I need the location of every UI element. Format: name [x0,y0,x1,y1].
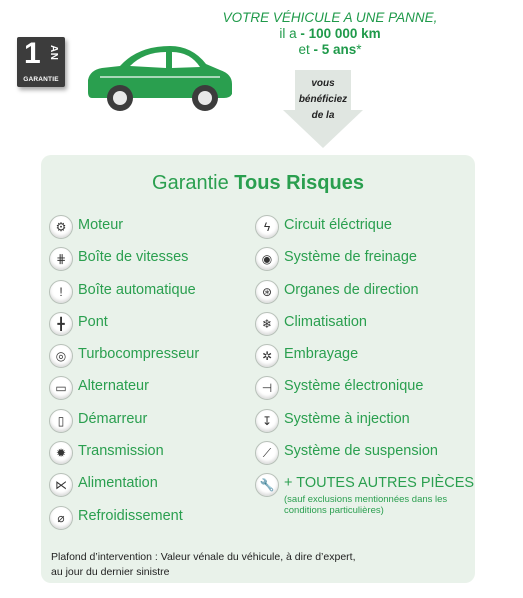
axle-icon: ╋ [49,312,73,336]
headline-age: - 5 ans [313,42,357,57]
coverage-label: Climatisation [284,313,367,330]
starter-icon: ▯ [49,409,73,433]
coverage-label: Démarreur [78,410,148,427]
footer-line2: au jour du dernier sinistre [51,566,170,578]
headline-line1: VOTRE VÉHICULE A UNE PANNE, [222,10,438,25]
coverage-label: Embrayage [284,346,359,363]
headline-line2 [200,26,460,42]
coverage-label: Turbocompresseur [78,346,200,363]
coverage-label: Moteur [78,217,124,233]
cooling-icon: ⌀ [49,506,73,530]
headline-line3-prefix: et [298,42,314,57]
snowflake-icon: ❄ [255,312,279,336]
transmission-icon: ✹ [49,441,73,465]
electronic-circuit-icon: ⊣ [255,376,279,400]
coverage-label: Organes de direction [284,281,419,298]
wrench-icon: 🔧 [255,473,279,497]
headline-asterisk: * [356,42,362,57]
headline [200,10,460,58]
headline-line2-prefix: il a [279,26,301,41]
injector-icon: ↧ [255,409,279,433]
footer-line1: Plafond d’intervention : Valeur vénale du véhicule, à dire d’expert, [51,551,356,563]
coverage-label: Système électronique [284,378,424,395]
arrow-text [283,76,363,124]
coverage-note: (sauf exclusions mentionnées dans les conditions particulières) [284,494,448,517]
gearbox-icon: ⋕ [49,247,73,271]
title-prefix: Garantie [152,172,235,194]
arrow-text-line2: bénéficiez [298,94,348,105]
coverage-label: Pont [78,313,108,330]
coverage-label: Alternateur [78,378,149,395]
badge-number: 1 [24,37,41,70]
arrow-text-line1: vous [311,78,335,89]
warranty-badge [17,37,65,87]
coverage-label: Système de freinage [284,249,417,266]
coverage-label: Système de suspension [284,443,438,460]
coverage-label: Refroidissement [78,507,183,524]
coverage-panel [41,155,475,583]
headline-mileage: - 100 000 km [300,26,381,41]
coverage-label: Transmission [78,443,164,460]
coverage-label: Circuit éléctrique [284,217,392,233]
coverage-title [41,172,475,195]
alternator-icon: ▭ [49,376,73,400]
title-bold: Tous Risques [234,172,364,194]
automatic-gearbox-icon: ! [49,280,73,304]
suspension-icon: ⟋ [255,441,279,465]
coverage-label: Boîte de vitesses [78,249,189,266]
badge-label: GARANTIE [23,76,59,83]
coverage-footer [51,550,461,580]
badge-unit: AN [48,45,59,61]
fuel-supply-icon: ⋉ [49,473,73,497]
brake-disc-icon: ◉ [255,247,279,271]
engine-icon: ⚙ [49,215,73,239]
steering-wheel-icon: ⊛ [255,280,279,304]
coverage-label: + TOUTES AUTRES PIÈCES [284,475,475,492]
clutch-icon: ✲ [255,344,279,368]
coverage-label: Alimentation [78,475,158,492]
turbo-icon: ◎ [49,344,73,368]
coverage-label: Boîte automatique [78,281,196,298]
arrow-text-line3: de la [311,110,335,121]
headline-line3 [200,42,460,58]
lightning-icon: ϟ [255,215,279,239]
coverage-label: Système à injection [284,410,410,427]
